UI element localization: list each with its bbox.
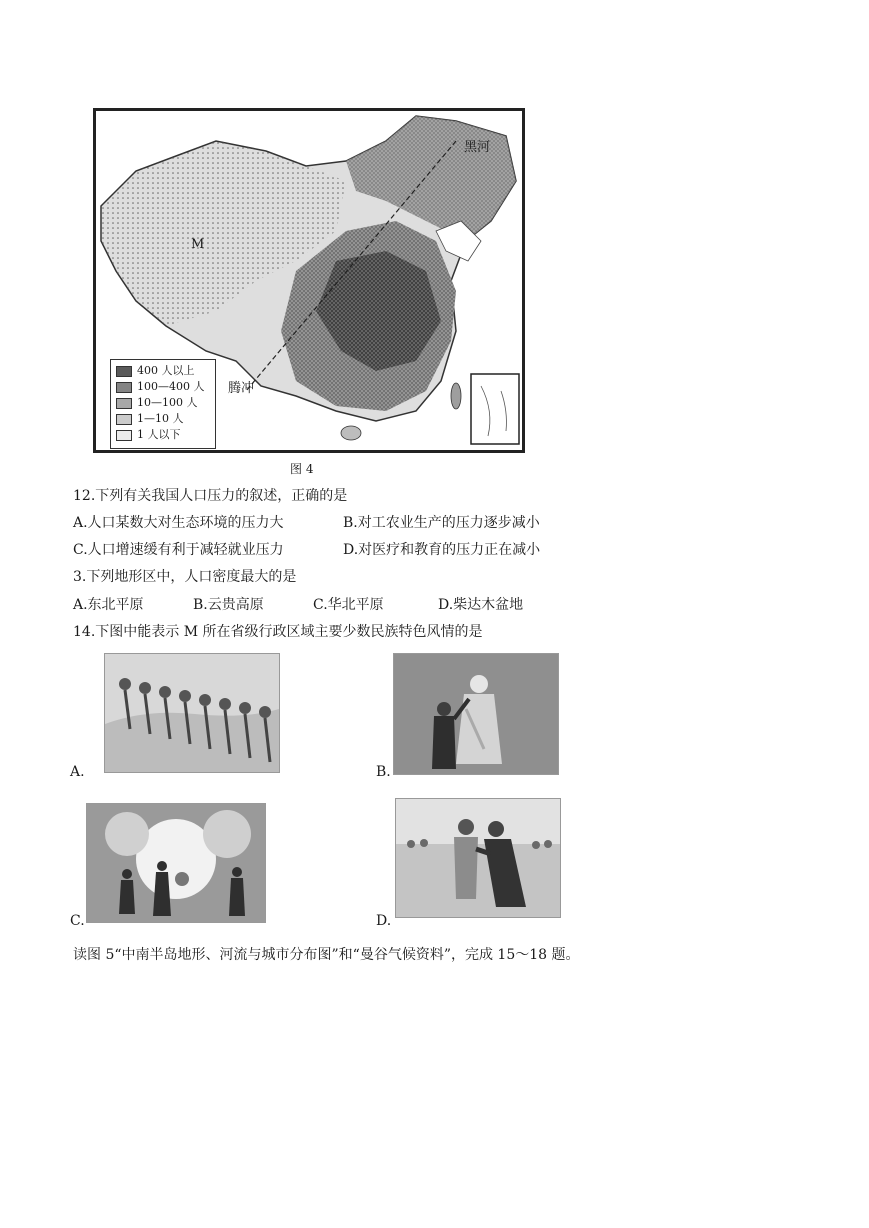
question-14-option-d: D. — [376, 913, 392, 929]
map-legend — [110, 359, 216, 449]
figure-caption: 图 4 — [290, 462, 314, 476]
photo-dragon-boat — [104, 653, 280, 773]
question-12-option-d: D.对医疗和教育的压力正在减小 — [343, 542, 541, 558]
question-12-stem: 12.下列有关我国人口压力的叙述，正确的是 — [73, 488, 348, 504]
question-14-option-a: A. — [70, 764, 85, 780]
question-13-option-c: C.华北平原 — [313, 597, 384, 613]
population-density-map — [93, 108, 525, 453]
question-12-option-c: C.人口增速缓有利于减轻就业压力 — [73, 542, 284, 558]
map-label-m: M — [191, 237, 205, 252]
question-13-option-b: B.云贵高原 — [193, 597, 264, 613]
question-13-option-d: D.柴达木盆地 — [438, 597, 524, 613]
legend-item: 10—100 人 — [116, 396, 198, 410]
map-label-tengchong: 腾冲 — [228, 381, 255, 396]
legend-swatch — [116, 366, 132, 377]
photo-dancers — [393, 653, 559, 775]
legend-swatch — [116, 382, 132, 393]
map-label-heihe: 黑河 — [464, 140, 491, 155]
legend-item: 100—400 人 — [116, 380, 205, 394]
legend-swatch — [116, 398, 132, 409]
question-14-option-b: B. — [376, 764, 391, 780]
legend-swatch — [116, 430, 132, 441]
question-14-option-c: C. — [70, 913, 85, 929]
legend-swatch — [116, 414, 132, 425]
question-13-option-a: A.东北平原 — [73, 597, 144, 613]
legend-item: 400 人以上 — [116, 364, 195, 378]
reading-instruction: 读图 5“中南半岛地形、河流与城市分布图”和“曼谷气候资料”，完成 15～18 题。 — [73, 947, 580, 963]
legend-item: 1—10 人 — [116, 412, 184, 426]
question-12-option-b: B.对工农业生产的压力逐步减小 — [343, 515, 540, 531]
question-13-stem: 3.下列地形区中，人口密度最大的是 — [73, 569, 297, 585]
south-china-sea-inset — [471, 374, 519, 444]
photo-water-splashing — [86, 803, 266, 923]
legend-item: 1 人以下 — [116, 428, 181, 442]
question-12-option-a: A.人口某数大对生态环境的压力大 — [73, 515, 284, 531]
question-14-stem: 14.下图中能表示 M 所在省级行政区域主要少数民族特色风情的是 — [73, 624, 483, 640]
photo-wrestling — [395, 798, 561, 918]
